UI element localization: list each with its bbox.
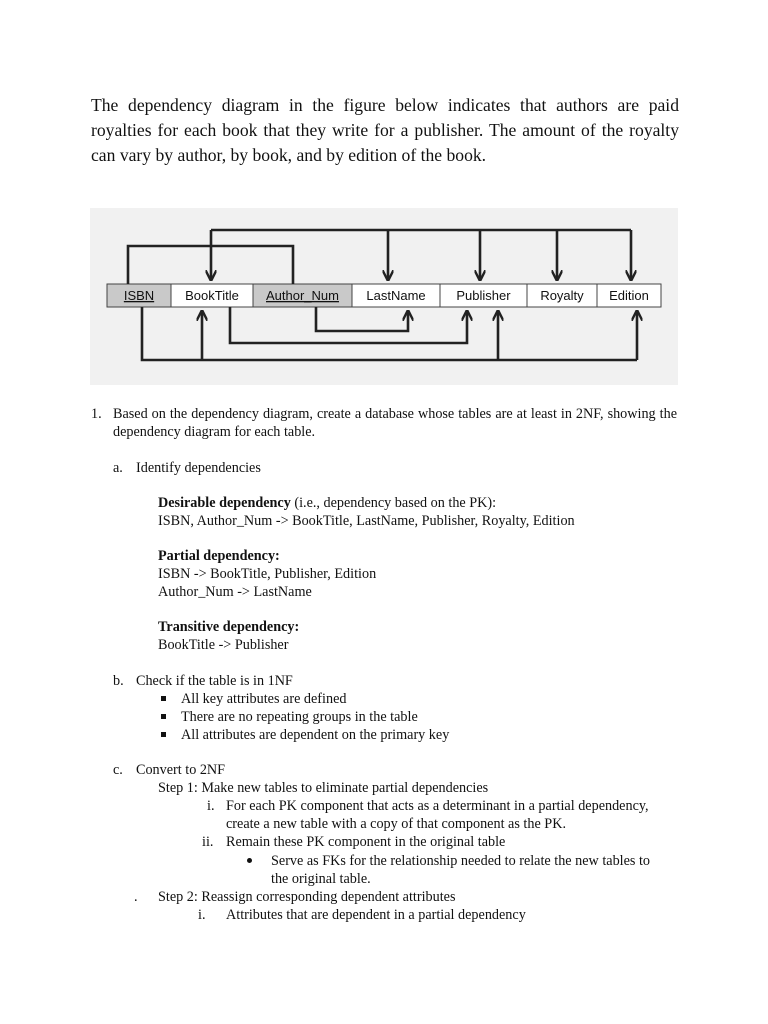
partial-line-1: ISBN -> BookTitle, Publisher, Edition bbox=[158, 566, 377, 582]
desirable-dependency bbox=[158, 494, 496, 512]
item-a-marker: a. bbox=[113, 460, 123, 476]
desirable-note: (i.e., dependency based on the PK): bbox=[290, 495, 497, 511]
partial-heading: Partial dependency: bbox=[158, 548, 280, 564]
attribute-publisher bbox=[440, 284, 527, 307]
attribute-label: Edition bbox=[609, 288, 649, 303]
attribute-label: BookTitle bbox=[185, 288, 239, 303]
attribute-booktitle bbox=[171, 284, 253, 307]
step-1-i-marker: i. bbox=[207, 798, 215, 814]
bullet-1nf-3: All attributes are dependent on the primary key bbox=[181, 727, 450, 743]
transitive-booktitle-publisher bbox=[230, 307, 467, 343]
attribute-label: Publisher bbox=[456, 288, 511, 303]
partial-author-lastname bbox=[316, 307, 408, 331]
intro-paragraph: The dependency diagram in the figure below indicates that authors are paid royalties for each book that they write for a publisher. The amount of the royalty can vary by author, by book, and by edition of the book. bbox=[91, 95, 679, 165]
bullet-1nf-1: All key attributes are defined bbox=[181, 691, 347, 707]
desirable-heading: Desirable dependency bbox=[158, 495, 291, 511]
item-b-title: Check if the table is in 1NF bbox=[136, 673, 293, 689]
attribute-isbn bbox=[107, 284, 171, 307]
attribute-label: Royalty bbox=[540, 288, 584, 303]
step-2-i-marker: i. bbox=[198, 907, 206, 923]
attribute-label: LastName bbox=[366, 288, 426, 303]
step-1: Step 1: Make new tables to eliminate partial dependencies bbox=[158, 780, 489, 796]
dependency-diagram-svg bbox=[90, 208, 678, 385]
step-2-i: Attributes that are dependent in a partial dependency bbox=[226, 907, 526, 923]
question-text: Based on the dependency diagram, create a database whose tables are at least in 2NF, showing the dependency diagram for each table. bbox=[113, 406, 677, 440]
question-number: 1. bbox=[91, 406, 102, 422]
step-1-ii: Remain these PK component in the original table bbox=[226, 834, 506, 850]
item-a-title: Identify dependencies bbox=[136, 460, 261, 476]
step-1-i-line-2: create a new table with a copy of that component as the PK. bbox=[226, 816, 566, 832]
step-2: Step 2: Reassign corresponding dependent attributes bbox=[158, 889, 456, 905]
isbn-partial-bus bbox=[142, 307, 637, 360]
partial-line-2: Author_Num -> LastName bbox=[158, 584, 312, 600]
attribute-label: ISBN bbox=[123, 288, 155, 303]
item-b-marker: b. bbox=[113, 673, 124, 689]
dependency-diagram bbox=[90, 208, 678, 385]
step-1-ii-bullet-line-2: the original table. bbox=[271, 871, 371, 887]
desirable-line: ISBN, Author_Num -> BookTitle, LastName, Publisher, Royalty, Edition bbox=[158, 513, 575, 529]
step-1-ii-bullet-line-1: Serve as FKs for the relationship needed to relate the new tables to bbox=[271, 853, 651, 869]
transitive-heading: Transitive dependency: bbox=[158, 619, 300, 635]
attribute-label: Author_Num bbox=[266, 288, 339, 303]
bullet-1nf-2: There are no repeating groups in the table bbox=[181, 709, 418, 725]
attribute-author-num bbox=[253, 284, 352, 307]
step-2-marker: . bbox=[134, 889, 138, 905]
attribute-row bbox=[107, 284, 661, 307]
step-1-i-line-1: For each PK component that acts as a determinant in a partial dependency, bbox=[226, 798, 649, 814]
item-c-title: Convert to 2NF bbox=[136, 762, 226, 778]
item-c-marker: c. bbox=[113, 762, 123, 778]
attribute-edition bbox=[597, 284, 661, 307]
attribute-lastname bbox=[352, 284, 440, 307]
transitive-line: BookTitle -> Publisher bbox=[158, 637, 289, 653]
attribute-royalty bbox=[527, 284, 597, 307]
step-1-ii-marker: ii. bbox=[202, 834, 214, 850]
